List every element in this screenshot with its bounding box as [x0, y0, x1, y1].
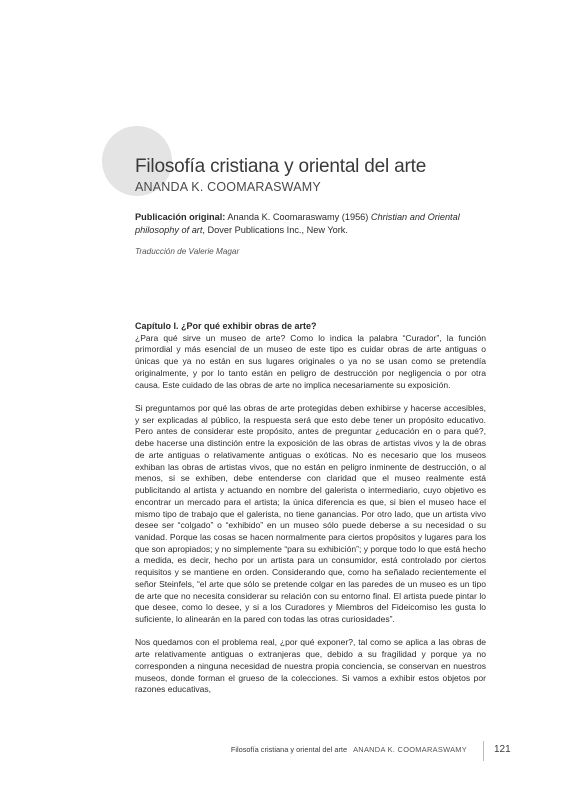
publication-text-after: , Dover Publications Inc., New York. [202, 225, 348, 235]
paragraph-1: ¿Para qué sirve un museo de arte? Como lo indica la palabra “Curador”, la función primordial y más esencial de un museo de este tipo es cuidar obras de arte antiguas o únicas que ya no están en sus lugares originales o ya no se usan como se pretendía originalmente, y por lo tanto están en peligro de destrucción por negligencia o por otra causa. Este cuidado de las obras de arte no implica necesariamente su exposición. [135, 332, 486, 390]
title-block [135, 156, 535, 195]
article-author: ANANDA K. COOMARASWAMY [135, 180, 321, 194]
running-author: ANANDA K. COOMARASWAMY [353, 745, 467, 754]
article-title: Filosofía cristiana y oriental del arte [135, 156, 427, 177]
running-footer [231, 745, 467, 754]
publication-text-before: Ananda K. Coomaraswamy (1956) [225, 212, 371, 222]
footer-divider [483, 741, 484, 761]
chapter-heading: Capítulo I. ¿Por qué exhibir obras de arte? [135, 321, 317, 331]
translator-credit: Traducción de Valerie Magar [135, 247, 240, 256]
article-body [135, 321, 486, 708]
page-number: 121 [494, 744, 511, 755]
publication-info [135, 211, 490, 237]
running-title: Filosofía cristiana y oriental del arte [230, 745, 348, 754]
publication-italic-title: Christian and Oriental philosophy of art [135, 212, 460, 235]
paragraph-2: Si preguntamos por qué las obras de arte protegidas deben exhibirse y hacerse accesibles, y ser explicadas al público, la respuesta será que esto debe tener un propósito educativo. Pero antes de considerar este propósito, antes de preguntar ¿educación en o para qué?, debe hacerse una distinción entre la exposición de las obras de artistas vivos y la de obras de arte antiguas o relativamente antiguas o exóticas. No es necesario que los museos exhiban las obras de artistas vivos, que no están en peligro inminente de destrucción, o al menos, si se exhiben, debe entenderse con claridad que el museo realmente está publicitando al artista y actuando en nombre del galerista o intermediario, cuyo objetivo es encontrar un mercado para el artista; la única diferencia es que, si bien el museo hace el mismo tipo de trabajo que el galerista, no tiene ganancias. Por otro lado, que un artista vivo desee ser “colgado” o “exhibido” en un museo sólo puede deberse a su necesidad o su vanidad. Porque las cosas se hacen normalmente para ciertos propósitos y lugares para los que son apropiados; y no simplemente “para su exhibición”; y porque todo lo que está hecho a medida, es decir, hecho por un artista para un consumidor, está controlado por ciertos requisitos y se mantiene en orden. Considerando que, como ha señalado recientemente el señor Steinfels, “el arte que sólo se pretende colgar en las paredes de un museo es un tipo de arte que no necesita considerar su relación con su entorno final. El artista puede pintar lo que desee, como lo desee, y si a los Curadores y Miembros del Fideicomiso les gusta lo suficiente, lo alinearán en la pared con todas las otras curiosidades”. [135, 403, 486, 624]
publication-label: Publicación original: [135, 212, 226, 222]
page-footer [0, 741, 565, 761]
paragraph-3: Nos quedamos con el problema real, ¿por qué exponer?, tal como se aplica a las obras de arte relativamente antiguas o extranjeras que, debido a su fragilidad y porque ya no corresponden a ninguna necesidad de nuestra propia conciencia, se conservan en nuestros museos, donde forman el grueso de la colecciones. Si vamos a exhibir estos objetos por razones educativas, [135, 637, 486, 695]
